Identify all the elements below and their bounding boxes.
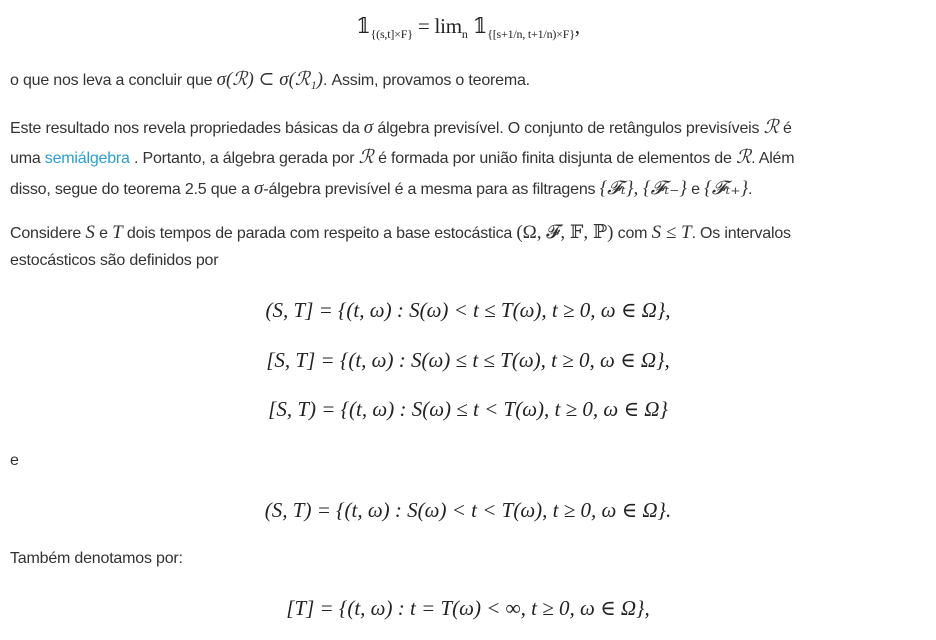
paragraph-also-denote: Também denotamos por: [10, 550, 183, 567]
equation-interval-open-closed: (S, T] = {(t, ω) : S(ω) < t ≤ T(ω), t ≥ 0, ω ∈ Ω}, [265, 298, 671, 322]
equation-interval-closed: [S, T] = {(t, ω) : S(ω) ≤ t ≤ T(ω), t ≥ 0, ω ∈ Ω}, [266, 348, 670, 372]
semialgebra-link[interactable]: semiálgebra [44, 150, 130, 167]
equation-interval-open: (S, T) = {(t, ω) : S(ω) < t < T(ω), t ≥ 0, ω ∈ Ω}. [264, 498, 672, 522]
equation-interval-closed-open: [S, T) = {(t, ω) : S(ω) ≤ t < T(ω), t ≥ 0, ω ∈ Ω} [268, 397, 668, 421]
connector-e: e [10, 452, 19, 469]
equation-graph: [T] = {(t, ω) : t = T(ω) < ∞, t ≥ 0, ω ∈ Ω}, [286, 596, 650, 620]
paragraph-conclusion: o que nos leva a concluir que σ(ℛ) ⊂ σ(ℛ₁). Assim, provamos o teorema. [10, 69, 530, 90]
indicator-limit-equation: $𝟙_{\{(s,t]\times F\}} = \lim_n$ $𝟙_{\{[s+1/n, t+1/n)\times F\}}$, [356, 14, 580, 41]
